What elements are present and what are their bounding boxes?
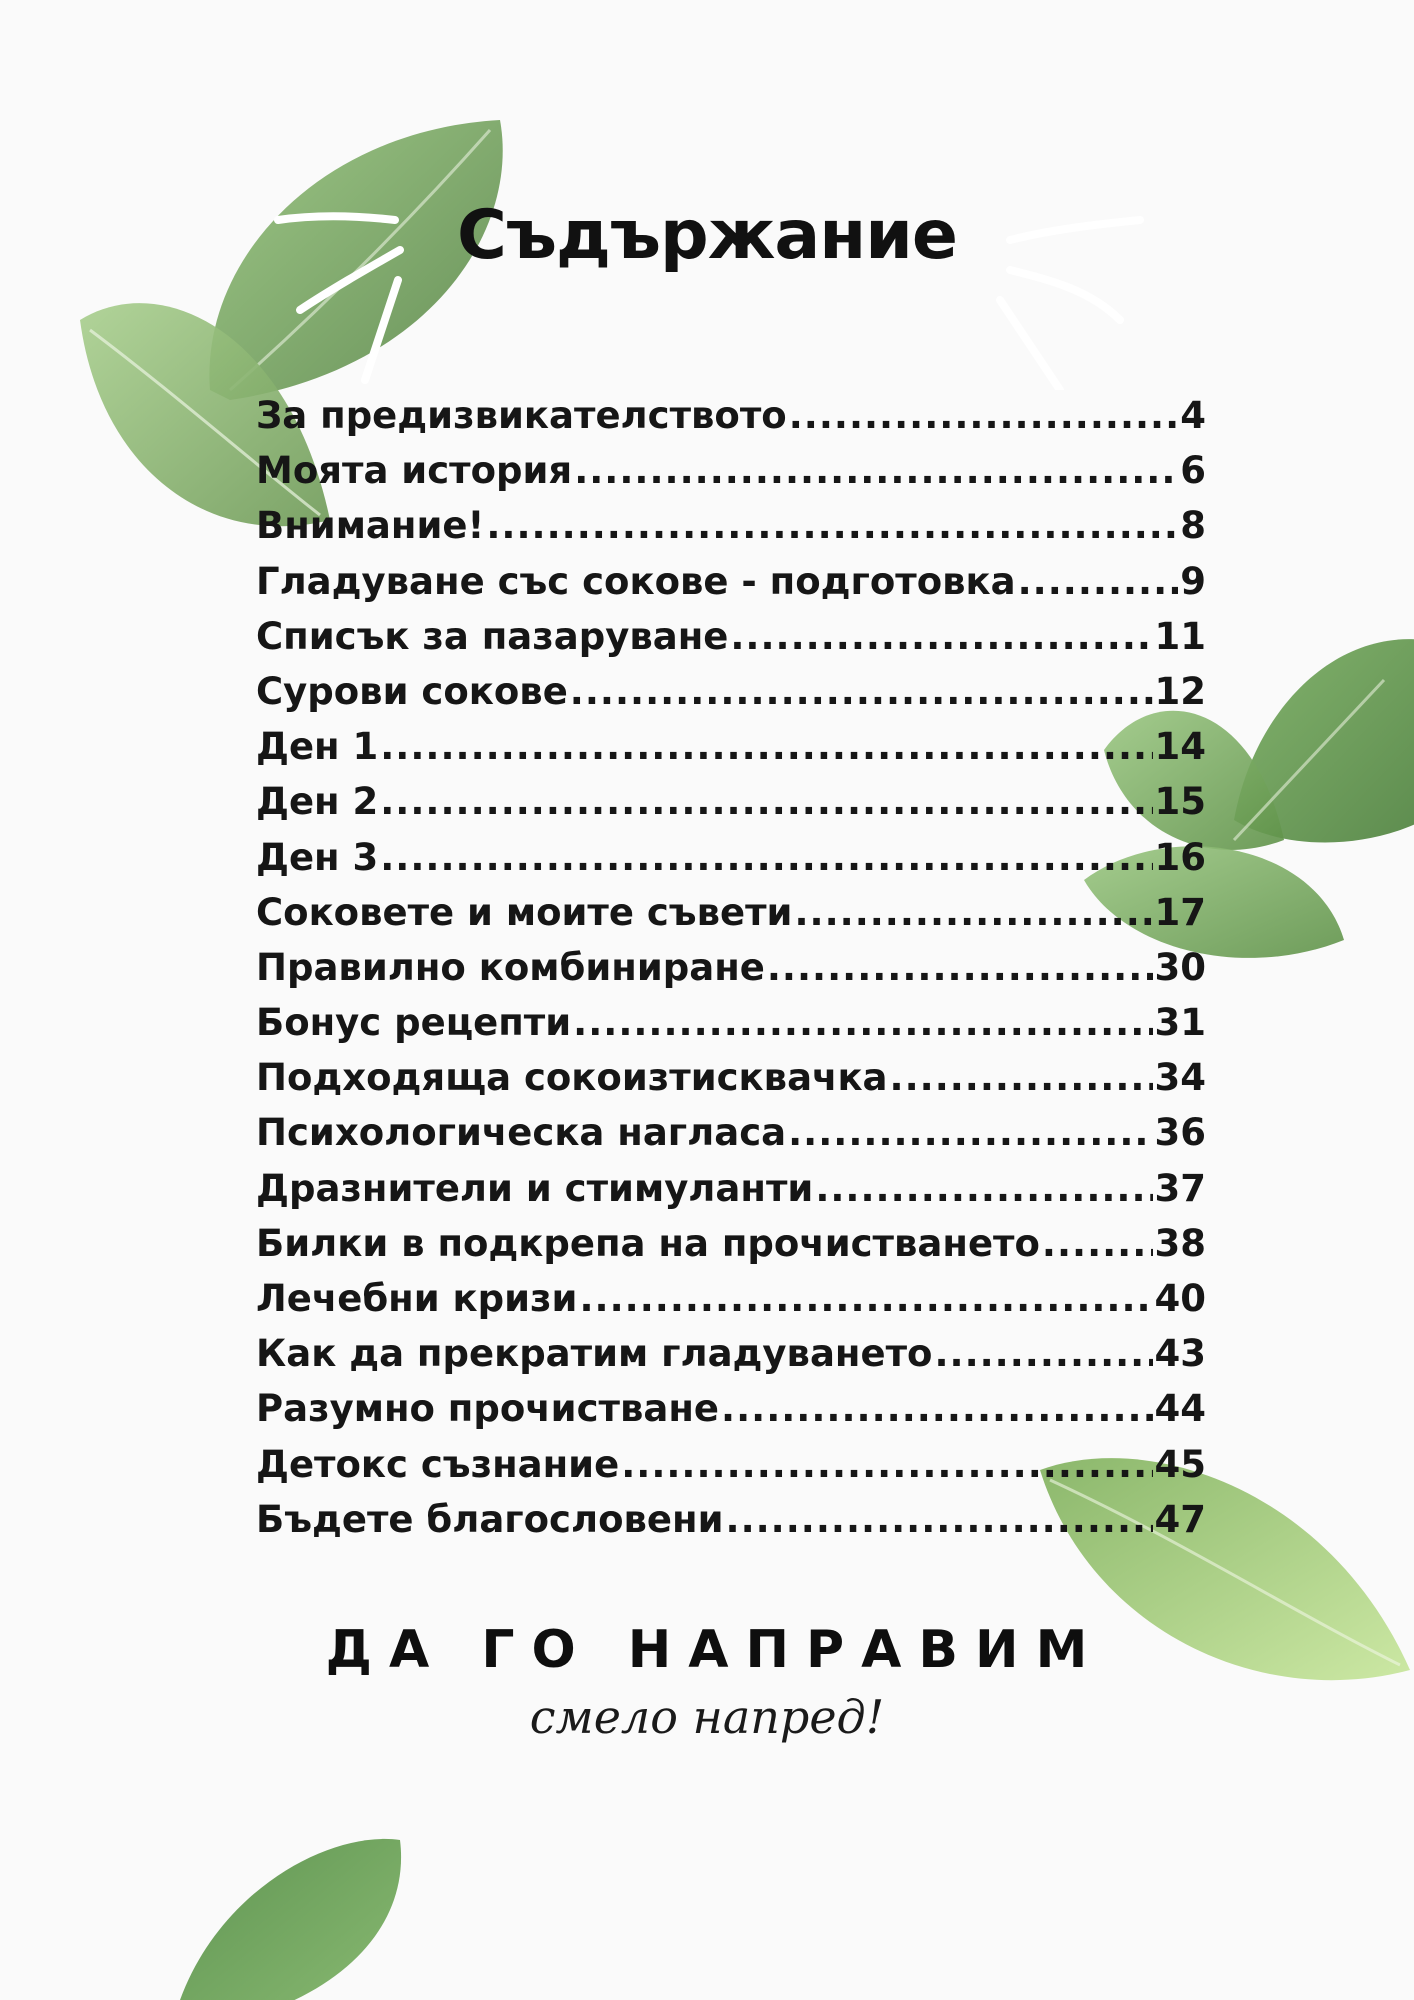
toc-entry-title: Ден 2	[256, 780, 379, 824]
toc-entry-page-number: 40	[1154, 1277, 1206, 1320]
toc-entry-title: Соковете и моите съвети	[256, 890, 793, 934]
toc-dot-leader	[1018, 560, 1179, 603]
toc-entry[interactable]	[256, 670, 1206, 725]
toc-dot-leader	[573, 1001, 1152, 1044]
toc-entry[interactable]	[256, 1111, 1206, 1166]
toc-entry-page-number: 15	[1154, 780, 1206, 824]
toc-entry-title: Моята история	[256, 449, 573, 493]
toc-dot-leader	[934, 1332, 1152, 1375]
toc-entry[interactable]	[256, 946, 1206, 1001]
toc-entry-page-number: 6	[1180, 449, 1206, 493]
toc-entry-page-number: 11	[1154, 614, 1206, 658]
toc-dot-leader	[794, 891, 1152, 934]
toc-entry-title: Внимание!	[256, 504, 485, 548]
toc-entry-page-number: 30	[1154, 945, 1206, 989]
toc-entry[interactable]	[256, 504, 1206, 559]
toc-entry-title: Ден 1	[256, 725, 379, 769]
tagline: смело напред!	[529, 1690, 885, 1744]
toc-entry[interactable]	[256, 560, 1206, 615]
toc-dot-leader	[726, 1498, 1153, 1541]
toc-entry[interactable]	[256, 725, 1206, 780]
toc-dot-leader	[579, 1277, 1152, 1320]
toc-entry-page-number: 8	[1180, 504, 1206, 548]
toc-entry[interactable]	[256, 1167, 1206, 1222]
toc-entry-title: Психологическа нагласа	[256, 1111, 787, 1155]
toc-entry-title: Как да прекратим гладуването	[256, 1332, 933, 1376]
toc-entry[interactable]	[256, 1443, 1206, 1498]
toc-entry-title: Подходяща сокоизтисквачка	[256, 1056, 888, 1100]
toc-entry-title: Бонус рецепти	[256, 1001, 572, 1045]
toc-entry-title: Гладуване със сокове - подготовка	[256, 559, 1016, 603]
toc-entry-title: Правилно комбиниране	[256, 945, 765, 989]
mint-leaf-bottom-left-icon	[180, 1820, 440, 2000]
toc-entry[interactable]	[256, 1277, 1206, 1332]
toc-entry-page-number: 44	[1154, 1387, 1206, 1431]
toc-entry-page-number: 37	[1154, 1166, 1206, 1210]
toc-entry-title: Бъдете благословени	[256, 1497, 724, 1541]
toc-dot-leader	[815, 1167, 1152, 1210]
toc-dot-leader	[890, 1056, 1153, 1099]
toc-entry[interactable]	[256, 394, 1206, 449]
toc-entry-title: Ден 3	[256, 835, 379, 879]
toc-entry[interactable]	[256, 1056, 1206, 1111]
toc-dot-leader	[380, 725, 1152, 768]
toc-entry-title: Билки в подкрепа на прочистването	[256, 1221, 1040, 1265]
toc-dot-leader	[788, 1111, 1152, 1154]
slogan: ДА ГО НАПРАВИМ	[325, 1620, 1105, 1680]
toc-dot-leader	[789, 394, 1179, 437]
toc-entry-page-number: 12	[1154, 669, 1206, 713]
toc-entry-page-number: 38	[1154, 1221, 1206, 1265]
toc-entry[interactable]	[256, 1387, 1206, 1442]
toc-entry-page-number: 17	[1154, 890, 1206, 934]
toc-dot-leader	[721, 1387, 1152, 1430]
toc-entry-page-number: 9	[1180, 559, 1206, 603]
toc-dot-leader	[570, 670, 1153, 713]
toc-entry-page-number: 31	[1154, 1001, 1206, 1045]
toc-entry[interactable]	[256, 449, 1206, 504]
toc-entry-title: Списък за пазаруване	[256, 614, 729, 658]
toc-dot-leader	[574, 449, 1178, 492]
toc-dot-leader	[1042, 1222, 1153, 1265]
toc-entry[interactable]	[256, 1332, 1206, 1387]
toc-entry-title: Дразнители и стимуланти	[256, 1166, 814, 1210]
toc-entry-page-number: 43	[1154, 1332, 1206, 1376]
toc-dot-leader	[380, 836, 1152, 879]
toc-dot-leader	[767, 946, 1153, 989]
toc-entry[interactable]	[256, 780, 1206, 835]
toc-entry[interactable]	[256, 1222, 1206, 1277]
toc-entry[interactable]	[256, 836, 1206, 891]
toc-entry[interactable]	[256, 615, 1206, 670]
toc-entry-title: За предизвикателството	[256, 394, 787, 437]
toc-dot-leader	[621, 1443, 1152, 1486]
table-of-contents	[256, 394, 1206, 1553]
toc-entry-page-number: 16	[1154, 835, 1206, 879]
toc-entry-page-number: 14	[1154, 725, 1206, 769]
toc-dot-leader	[486, 504, 1178, 547]
toc-entry-title: Детокс съзнание	[256, 1442, 620, 1486]
toc-entry-title: Сурови сокове	[256, 669, 568, 713]
toc-entry-page-number: 4	[1180, 394, 1206, 437]
page-title: Съдържание	[457, 196, 957, 275]
toc-entry[interactable]	[256, 891, 1206, 946]
toc-entry-page-number: 34	[1154, 1056, 1206, 1100]
toc-entry-page-number: 45	[1154, 1442, 1206, 1486]
toc-entry-page-number: 47	[1154, 1497, 1206, 1541]
toc-entry-title: Лечебни кризи	[256, 1277, 578, 1320]
toc-dot-leader	[380, 780, 1152, 823]
toc-dot-leader	[730, 615, 1152, 658]
toc-entry[interactable]	[256, 1001, 1206, 1056]
toc-entry[interactable]	[256, 1498, 1206, 1553]
toc-entry-title: Разумно прочистване	[256, 1387, 720, 1431]
toc-entry-page-number: 36	[1154, 1111, 1206, 1155]
